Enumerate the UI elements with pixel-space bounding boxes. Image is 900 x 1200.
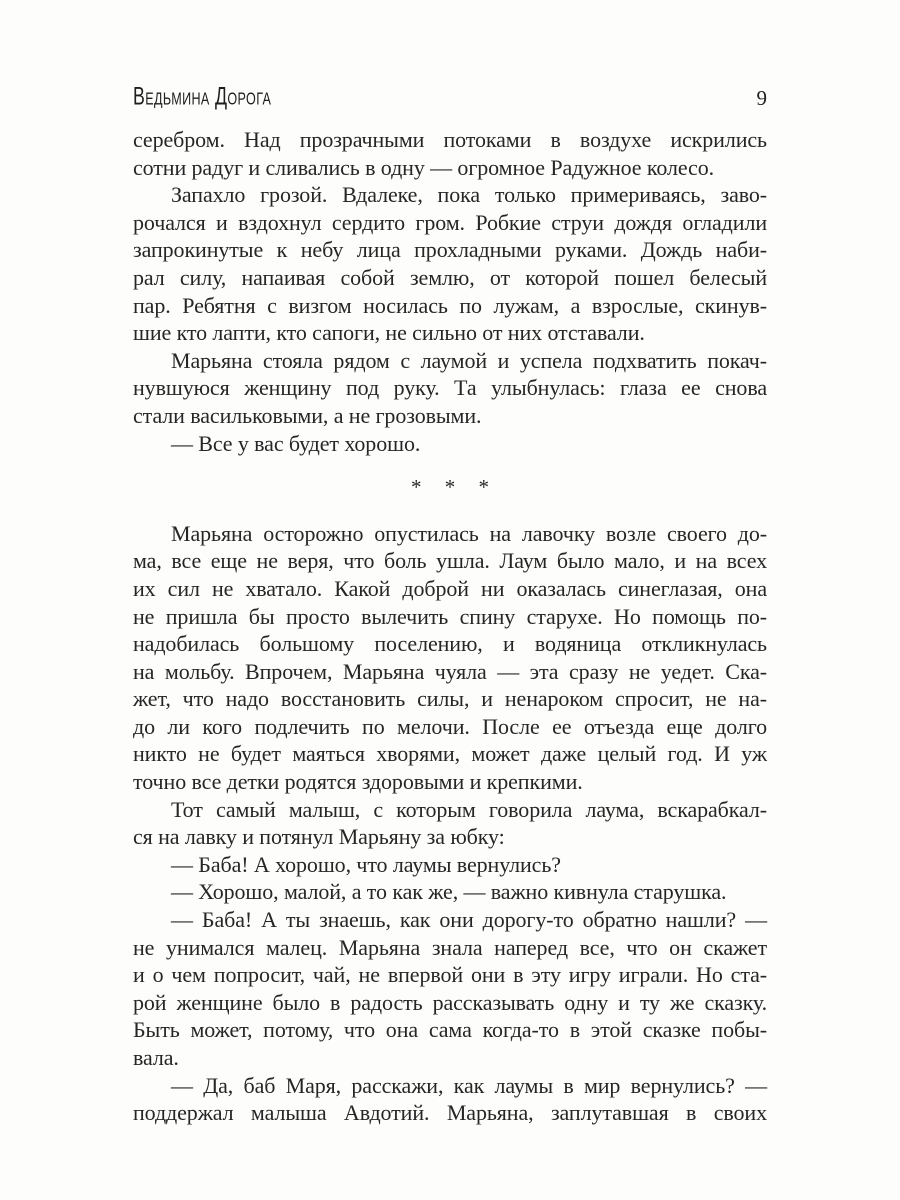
text-line: вала. xyxy=(133,1045,179,1070)
text-line: рочался и вздохнул сердито гром. Робкие струи дождя огладили xyxy=(133,209,767,235)
text-block xyxy=(133,126,767,1127)
text-line: шие кто лапти, кто сапоги, не сильно от них отставали. xyxy=(133,320,645,346)
text-line: серебром. Над прозрачными потоками в воздухе искрились xyxy=(133,127,767,152)
paragraph xyxy=(133,520,767,796)
text-line: точно все детки родятся здоровыми и крепкими. xyxy=(133,769,583,795)
text-line: пар. Ребятня с визгом носилась по лужам, а взрослые, скинув- xyxy=(133,292,767,318)
text-line: рал силу, напаивая собой землю, от которой пошел белесый xyxy=(133,264,767,290)
text-line: Тот самый малыш, с которым говорила лаума, вскарабкал- xyxy=(171,796,767,822)
text-line: Марьяна стояла рядом с лаумой и успела подхватить покач- xyxy=(171,347,767,373)
paragraph xyxy=(133,430,767,458)
text-line: не унимался малец. Марьяна знала наперед все, что он скажет xyxy=(133,934,767,960)
text-line: сотни радуг и сливались в одну — огромное Радужное колесо. xyxy=(133,154,715,180)
text-line: запрокинутые к небу лица прохладными руками. Дождь наби- xyxy=(133,237,767,263)
text-line: — Да, баб Маря, расскажи, как лаумы в мир вернулись? — xyxy=(171,1072,767,1098)
text-line: — Все у вас будет хорошо. xyxy=(171,430,421,456)
text-line: Быть может, потому, что она сама когда-то в этой сказке побы- xyxy=(133,1017,767,1043)
text-line: и о чем попросит, чай, не впервой они в эту игру играли. Но ста- xyxy=(133,962,767,988)
text-line: рой женщине было в радость рассказывать одну и ту же сказку. xyxy=(133,989,767,1015)
text-line: — Баба! А хорошо, что лаумы вернулись? xyxy=(171,851,561,877)
text-line: — Хорошо, малой, а то как же, — важно кивнула старушка. xyxy=(171,879,727,905)
text-line: до ли кого подлечить по мелочи. После ее отъезда еще долго xyxy=(133,713,767,739)
text-line: поддержал малыша Авдотий. Марьяна, заплутавшая в своих xyxy=(133,1100,767,1126)
text-line: Марьяна осторожно опустилась на лавочку возле своего до- xyxy=(171,520,767,546)
section-separator: * * * xyxy=(411,475,498,500)
page-number: 9 xyxy=(756,86,767,110)
book-title: Ведьмина Дорога xyxy=(133,82,272,111)
paragraph xyxy=(133,347,767,430)
text-line: жет, что надо восстановить силы, и ненароком спросит, не на- xyxy=(133,686,767,712)
text-line: стали васильковыми, а не грозовыми. xyxy=(133,402,482,428)
text-line: ся на лавку и потянул Марьяну за юбку: xyxy=(133,824,505,850)
running-header xyxy=(133,84,767,112)
paragraph xyxy=(133,851,767,879)
paragraph xyxy=(133,1072,767,1127)
text-line: на мольбу. Впрочем, Марьяна чуяла — эта сразу не уедет. Ска- xyxy=(133,658,767,684)
text-line: не пришла бы просто вылечить спину старухе. Но помощь по- xyxy=(133,603,767,629)
paragraph xyxy=(133,181,767,347)
text-line: надобилась большому поселению, и водяница откликнулась xyxy=(133,631,767,657)
text-line: их сил не хватало. Какой доброй ни оказалась синеглазая, она xyxy=(133,575,767,601)
text-line: нувшуюся женщину под руку. Та улыбнулась: глаза ее снова xyxy=(133,375,767,401)
paragraph xyxy=(133,126,767,181)
paragraph xyxy=(133,878,767,906)
text-line: никто не будет маяться хворями, может даже целый год. И уж xyxy=(133,741,767,767)
paragraph xyxy=(133,796,767,851)
paragraph xyxy=(133,906,767,1072)
text-line: Запахло грозой. Вдалеке, пока только примериваясь, заво- xyxy=(171,182,767,208)
text-line: — Баба! А ты знаешь, как они дорогу-то обратно нашли? — xyxy=(171,907,767,933)
text-line: ма, все еще не веря, что боль ушла. Лаум было мало, и на всех xyxy=(133,548,767,574)
